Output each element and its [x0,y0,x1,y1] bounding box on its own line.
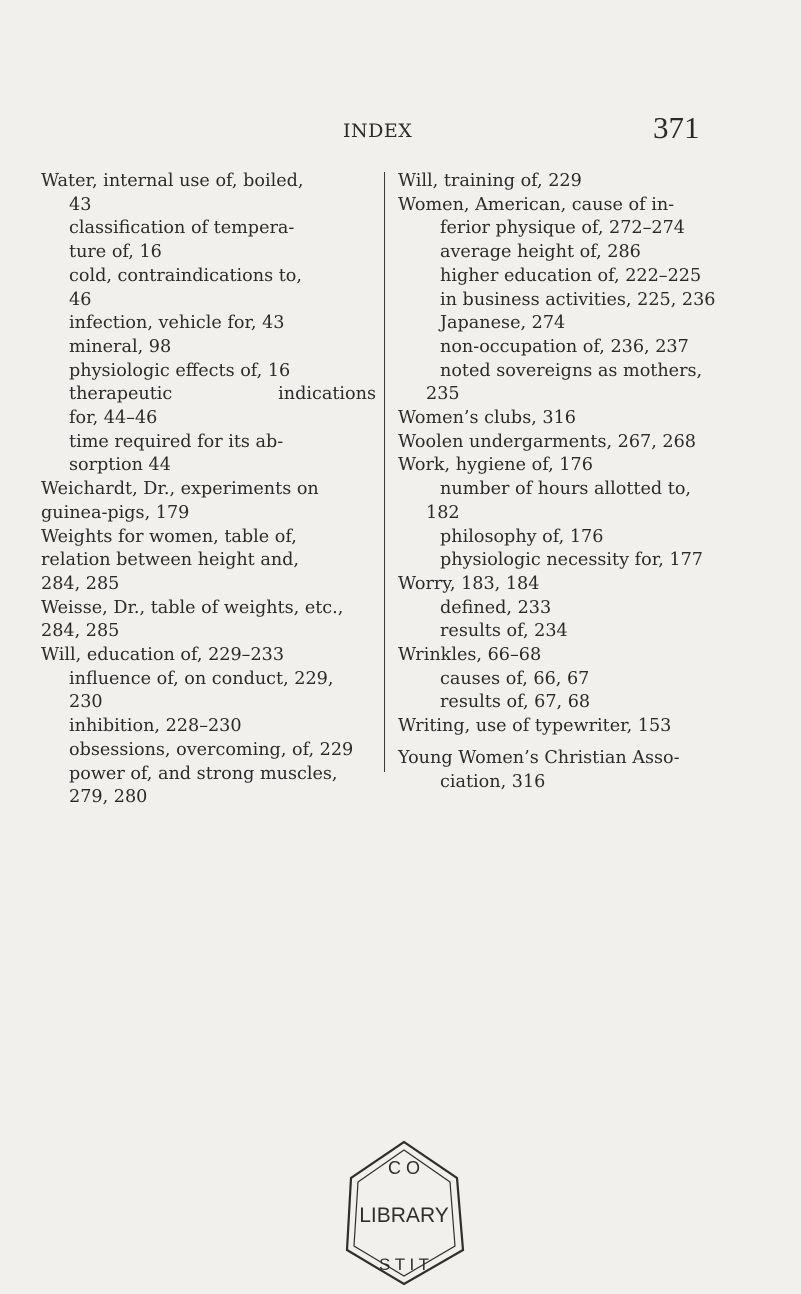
index-entry: results of, 234 [440,621,568,642]
index-entry: Weisse, Dr., table of weights, etc., [41,597,344,618]
index-entry: physiologic effects of, 16 [69,360,291,381]
stamp-top-letters: C O [387,1158,421,1178]
index-entry: philosophy of, 176 [440,526,604,547]
index-entry: for, 44–46 [69,408,158,429]
index-entry: Women’s clubs, 316 [398,408,576,429]
index-entry: in business activities, 225, 236 [440,289,716,310]
index-entry: Weights for women, table of, [41,526,297,547]
library-stamp-graphic [339,1138,469,1288]
index-entry: non-occupation of, 236, 237 [440,336,689,357]
index-entry: Work, hygiene of, 176 [398,455,593,476]
index-entry: Women, American, cause of in- [398,194,675,215]
index-entry: 46 [69,289,92,310]
index-column-right [398,170,770,794]
index-entry: Will, education of, 229–233 [41,645,285,666]
index-entry: defined, 233 [440,597,552,618]
index-entry: inhibition, 228–230 [69,716,242,737]
index-entry: physiologic necessity for, 177 [440,550,703,571]
index-entry: Water, internal use of, boiled, [41,171,304,191]
index-entry: power of, and strong muscles, [69,763,338,784]
index-entry: noted sovereigns as mothers, [440,360,703,381]
index-entry: influence of, on conduct, 229, [69,668,334,689]
index-entry: 284, 285 [41,573,120,594]
index-entry: classification of tempera- [69,218,295,239]
index-entry: Weichardt, Dr., experiments on [41,479,319,500]
index-entry: 230 [69,692,103,713]
index-entry: Japanese, 274 [440,313,566,334]
index-entry: results of, 67, 68 [440,692,591,713]
index-entry: 284, 285 [41,621,120,642]
index-entry: higher education of, 222–225 [440,265,702,286]
index-entry: Writing, use of typewriter, 153 [398,716,672,737]
index-column-left [41,170,376,810]
index-entry: 235 [426,384,460,405]
stamp-center-label: LIBRARY [359,1204,449,1227]
index-entry: therapeutic indications [69,384,376,405]
index-entry: time required for its ab- [69,431,284,452]
index-entry: ciation, 316 [440,771,546,792]
library-stamp [339,1138,469,1288]
index-entry: causes of, 66, 67 [440,668,590,689]
index-entry: infection, vehicle for, 43 [69,313,285,334]
index-entry: relation between height and, [41,550,300,571]
stamp-bottom-letters: S T I T [378,1255,430,1274]
index-entry: number of hours allotted to, [440,479,692,500]
index-entry: Worry, 183, 184 [398,573,540,594]
index-entry: average height of, 286 [440,242,641,263]
index-entry: Woolen undergarments, 267, 268 [398,431,697,452]
running-head [0,108,801,148]
index-entry: obsessions, overcoming, of, 229 [69,739,354,760]
index-entry: mineral, 98 [69,336,172,357]
index-entry: 182 [426,502,460,523]
index-entry: sorption 44 [69,455,171,476]
index-entry: ture of, 16 [69,242,162,263]
page-number: 371 [653,110,700,145]
index-entry: Young Women’s Christian Asso- [398,747,680,768]
index-entry: 279, 280 [69,787,148,808]
index-entry: Wrinkles, 66–68 [398,645,542,666]
column-divider [384,172,385,772]
index-entry: Will, training of, 229 [398,171,582,191]
index-entry: 43 [69,194,92,215]
index-entry: cold, contraindications to, [69,265,302,286]
index-entry: ferior physique of, 272–274 [440,218,685,239]
index-entry: guinea-pigs, 179 [41,502,190,523]
running-title: INDEX [343,120,413,142]
